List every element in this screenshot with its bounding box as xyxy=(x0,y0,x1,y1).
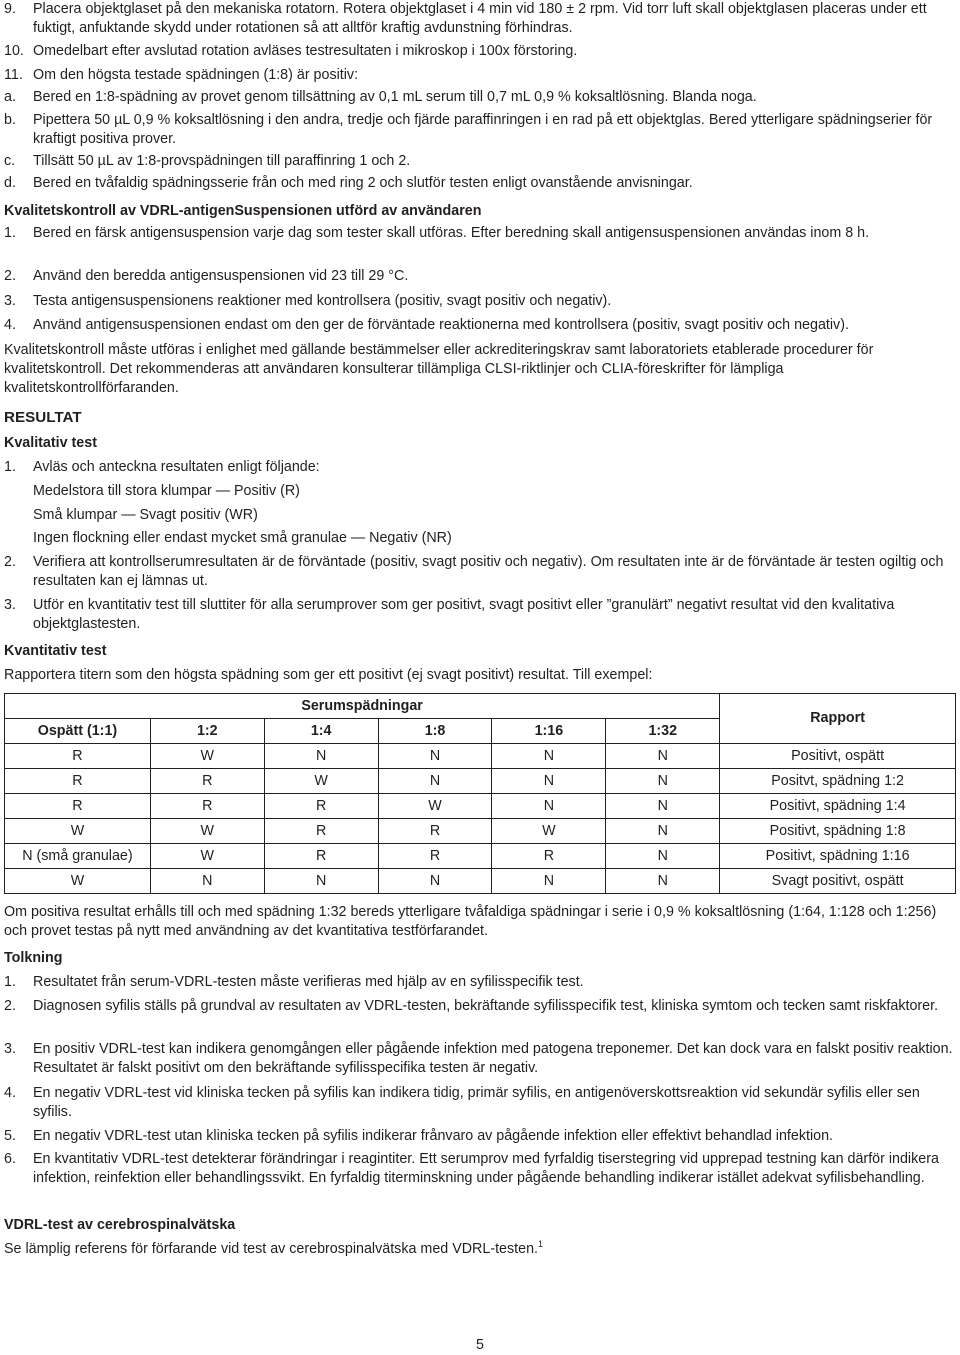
substep-letter: a. xyxy=(4,89,16,105)
tolkning-number: 5. xyxy=(4,1128,16,1144)
qc-heading: Kvalitetskontroll av VDRL-antigenSuspensionen utförd av användaren xyxy=(4,203,482,219)
substep-text: Bered en tvåfaldig spädningsserie från och med ring 2 och slutför testen enligt ovanstående anvisningar. xyxy=(33,175,693,191)
qc-number: 1. xyxy=(4,225,16,241)
resultat-text: Utför en kvantitativ test till sluttiter för alla serumprover som ger positivt, svagt positivt eller ”granulärt” negativt resultat vid den kvalitativa objektglastesten. xyxy=(33,597,895,632)
csf-paragraph xyxy=(4,1240,956,1259)
substep-text: Pipettera 50 µL 0,9 % koksaltlösning i den andra, tredje och fjärde paraffinringen i en rad på ett objektglas. Bered ytterligare spädningserier för kraftigt positiva prover. xyxy=(33,112,933,147)
table-row xyxy=(5,769,956,794)
reading-positive: Medelstora till stora klumpar — Positiv (R) xyxy=(33,483,300,499)
step-text: Placera objektglaset på den mekaniska rotatorn. Rotera objektglaset i 4 min vid 180 ± 2 rpm. Vid torr luft skall objektglasen placeras under ett fuktigt, anfuktande skydd under rotationen så att alltför kraftig avdunstning förhindras. xyxy=(33,1,927,36)
dilution-cell: W xyxy=(378,794,492,819)
reading-negative: Ingen flockning eller endast mycket små granulae — Negativ (NR) xyxy=(33,530,452,546)
dilution-cell: R xyxy=(378,819,492,844)
tolkning-number: 6. xyxy=(4,1151,16,1167)
after-table-paragraph: Om positiva resultat erhålls till och med spädning 1:32 bereds ytterligare tvåfaldiga spädningar i serie i 0,9 % koksaltlösning (1:64, 1:128 och 1:256) och provet testas på nytt med användning av det kvantitativa testförfarandet. xyxy=(4,904,937,939)
kvantitativ-intro: Rapportera titern som den högsta spädning som ger ett positivt (ej svagt positivt) resultat. Till exempel: xyxy=(4,667,653,683)
step-number: 9. xyxy=(4,1,16,17)
tolkning-text: Resultatet från serum-VDRL-testen måste verifieras med hjälp av en syfilisspecifik test. xyxy=(33,974,584,990)
step-text: Omedelbart efter avslutad rotation avläses testresultaten i mikroskop i 100x förstoring. xyxy=(33,43,578,59)
kvalitativ-heading: Kvalitativ test xyxy=(4,435,97,451)
resultat-number: 3. xyxy=(4,597,16,613)
dilution-cell: N xyxy=(378,744,492,769)
report-cell: Positivt, spädning 1:16 xyxy=(720,844,956,869)
resultat-number: 2. xyxy=(4,554,16,570)
qc-number: 4. xyxy=(4,317,16,333)
column-header: 1:4 xyxy=(264,719,378,744)
report-cell: Positivt, spädning 1:4 xyxy=(720,794,956,819)
dilution-cell: W xyxy=(5,819,151,844)
report-cell: Svagt positivt, ospätt xyxy=(720,869,956,894)
report-cell: Positivt, ospätt xyxy=(720,744,956,769)
dilution-cell: N xyxy=(264,869,378,894)
substep-text: Tillsätt 50 µL av 1:8-provspädningen till paraffinring 1 och 2. xyxy=(33,153,411,169)
reading-weak-positive: Små klumpar — Svagt positiv (WR) xyxy=(33,507,258,523)
qc-number: 3. xyxy=(4,293,16,309)
resultat-number: 1. xyxy=(4,459,16,475)
dilution-cell: R xyxy=(492,844,606,869)
column-header: Ospätt (1:1) xyxy=(5,719,151,744)
qc-paragraph: Kvalitetskontroll måste utföras i enlighet med gällande bestämmelser eller ackrediteringskrav samt laboratoriets etablerade procedurer för kvalitetskontroll. Det rekommenderas att användaren konsulterar tillämpliga CLSI-riktlinjer och CLIA-föreskrifter för lämpliga kvalitetskontrollförfaranden. xyxy=(4,342,874,396)
page-number: 5 xyxy=(476,1337,484,1353)
dilution-cell: N xyxy=(606,819,720,844)
tolkning-number: 3. xyxy=(4,1041,16,1057)
substep-text: Bered en 1:8-spädning av provet genom tillsättning av 0,1 mL serum till 0,7 mL 0,9 % koksaltlösning. Blanda noga. xyxy=(33,89,757,105)
reference-marker: 1 xyxy=(538,1239,544,1250)
dilution-cell: R xyxy=(264,819,378,844)
dilution-cell: R xyxy=(5,769,151,794)
report-cell: Positivt, spädning 1:8 xyxy=(720,819,956,844)
csf-heading: VDRL-test av cerebrospinalvätska xyxy=(4,1217,236,1233)
dilution-cell: R xyxy=(150,769,264,794)
dilution-cell: W xyxy=(5,869,151,894)
qc-number: 2. xyxy=(4,268,16,284)
dilution-cell: N xyxy=(492,744,606,769)
dilution-cell: W xyxy=(264,769,378,794)
resultat-heading: RESULTAT xyxy=(4,409,82,426)
table-body xyxy=(5,744,956,894)
tolkning-text: En kvantitativ VDRL-test detekterar förändringar i reagintiter. Ett serumprov med fyrfaldig tiserstegring vid upprepad testning kan därför indikera infektion, reinfektion eller behandlingssvikt. En fyrfaldig titerminskning under pågående behandling indikerar istället adekvat syfilisbehandling. xyxy=(33,1151,939,1186)
step-number: 11. xyxy=(4,67,23,83)
dilution-cell: N xyxy=(378,769,492,794)
dilution-cell: N xyxy=(150,869,264,894)
dilution-cell: N xyxy=(492,769,606,794)
substep-letter: c. xyxy=(4,153,16,169)
qc-text: Testa antigensuspensionens reaktioner med kontrollsera (positiv, svagt positiv och negativ). xyxy=(33,293,612,309)
column-header: 1:16 xyxy=(492,719,606,744)
substep-letter: d. xyxy=(4,175,16,191)
dilution-cell: N xyxy=(606,844,720,869)
dilution-cell: N xyxy=(606,769,720,794)
column-header: 1:32 xyxy=(606,719,720,744)
qc-text: Bered en färsk antigensuspension varje dag som tester skall utföras. Efter beredning skall antigensuspensionen användas inom 8 h. xyxy=(33,225,870,241)
table-row xyxy=(5,869,956,894)
dilution-cell: W xyxy=(150,819,264,844)
table-row xyxy=(5,844,956,869)
dilution-cell: W xyxy=(150,844,264,869)
titer-table xyxy=(4,693,956,894)
dilution-cell: W xyxy=(150,744,264,769)
tolkning-number: 4. xyxy=(4,1085,16,1101)
tolkning-text: Diagnosen syfilis ställs på grundval av resultaten av VDRL-testen, bekräftande syfilisspecifik test, kliniska symtom och tecken samt riskfaktorer. xyxy=(33,998,939,1014)
csf-text: Se lämplig referens för förfarande vid test av cerebrospinalvätska med VDRL-testen. xyxy=(4,1241,539,1257)
column-header: 1:2 xyxy=(150,719,264,744)
dilution-cell: R xyxy=(378,844,492,869)
dilution-cell: R xyxy=(150,794,264,819)
tolkning-heading: Tolkning xyxy=(4,950,63,966)
dilution-cell: N xyxy=(492,794,606,819)
dilution-cell: N xyxy=(378,869,492,894)
table-row xyxy=(5,819,956,844)
tolkning-text: En positiv VDRL-test kan indikera genomgången eller pågående infektion med patogena treponemer. Det kan dock vara en falskt positiv reaktion. Resultatet är falskt positivt om den bekräftande syfilisspecifika testen är negativ. xyxy=(33,1041,953,1076)
dilution-cell: N xyxy=(492,869,606,894)
tolkning-number: 2. xyxy=(4,998,16,1014)
resultat-text: Avläs och anteckna resultaten enligt följande: xyxy=(33,459,320,475)
dilution-cell: R xyxy=(264,794,378,819)
substep-letter: b. xyxy=(4,112,16,128)
dilution-cell: N (små granulae) xyxy=(5,844,151,869)
serum-dilutions-header: Serumspädningar xyxy=(5,694,720,719)
dilution-cell: W xyxy=(492,819,606,844)
tolkning-text: En negativ VDRL-test utan kliniska tecken på syfilis indikerar frånvaro av pågående infektion eller effektivt behandlad infektion. xyxy=(33,1128,834,1144)
dilution-cell: R xyxy=(264,844,378,869)
dilution-cell: R xyxy=(5,744,151,769)
dilution-cell: N xyxy=(606,794,720,819)
table-row xyxy=(5,794,956,819)
step-number: 10. xyxy=(4,43,24,59)
tolkning-number: 1. xyxy=(4,974,16,990)
report-cell: Positvt, spädning 1:2 xyxy=(720,769,956,794)
qc-text: Använd den beredda antigensuspensionen vid 23 till 29 °C. xyxy=(33,268,409,284)
resultat-text: Verifiera att kontrollserumresultaten är de förväntade (positiv, svagt positiv och negativ). Om resultaten inte är de förväntade är testen ogiltig och resultaten kan ej lämnas ut. xyxy=(33,554,944,589)
report-header: Rapport xyxy=(720,694,956,744)
column-header: 1:8 xyxy=(378,719,492,744)
qc-text: Använd antigensuspensionen endast om den ger de förväntade reaktionerna med kontrollsera (positiv, svagt positiv och negativ). xyxy=(33,317,849,333)
dilution-cell: N xyxy=(264,744,378,769)
dilution-cell: N xyxy=(606,744,720,769)
dilution-cell: R xyxy=(5,794,151,819)
table-row xyxy=(5,744,956,769)
kvantitativ-heading: Kvantitativ test xyxy=(4,643,107,659)
step-text: Om den högsta testade spädningen (1:8) är positiv: xyxy=(33,67,359,83)
dilution-cell: N xyxy=(606,869,720,894)
tolkning-text: En negativ VDRL-test vid kliniska tecken på syfilis kan indikera tidig, primär syfilis, en antigenöverskottsreaktion vid sekundär syfilis eller sen syfilis. xyxy=(33,1085,920,1120)
